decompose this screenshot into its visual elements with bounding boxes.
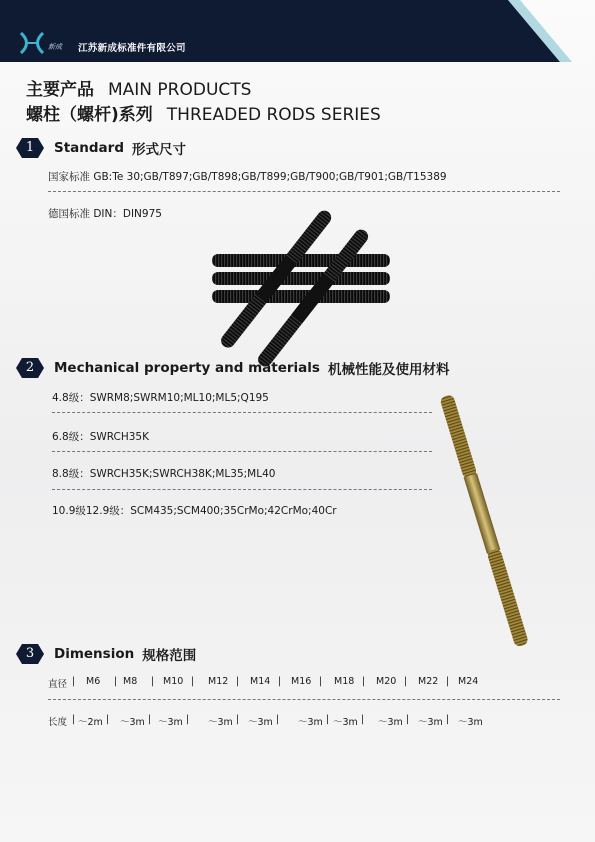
grade-10-9-12-9-line: 10.9级12.9级：SCM435;SCM400;35CrMo;42CrMo;40Cr	[52, 505, 337, 517]
divider	[52, 412, 432, 413]
company-logo	[18, 30, 70, 56]
length-cell: ～3m	[158, 717, 183, 728]
divider	[52, 489, 432, 490]
column-separator: |	[406, 714, 410, 725]
column-separator: |	[362, 676, 366, 687]
diameter-cell: M8	[123, 676, 138, 687]
length-cell: ～3m	[418, 717, 443, 728]
divider	[48, 699, 560, 700]
column-separator: |	[404, 676, 408, 687]
zinc-yellow-threaded-rod-image	[425, 385, 545, 655]
column-separator: |	[148, 714, 152, 725]
title-series-cn: 螺柱（螺杆)系列	[26, 105, 153, 125]
title-main-cn: 主要产品	[26, 80, 94, 100]
column-separator: |	[72, 714, 76, 725]
length-row	[48, 714, 568, 728]
diameter-cell: M18	[334, 676, 355, 687]
length-cell: ～3m	[298, 717, 323, 728]
length-cell: ～3m	[208, 717, 233, 728]
column-separator: |	[236, 714, 240, 725]
section-title-en: Dimension	[54, 646, 135, 662]
grade-6-8-line: 6.8级：SWRCH35K	[52, 431, 149, 443]
divider	[52, 451, 432, 452]
diameter-label: 直径	[48, 679, 68, 690]
section-title-en: Standard	[54, 140, 124, 156]
column-separator: |	[106, 714, 110, 725]
diameter-cell: M6	[86, 676, 101, 687]
column-separator: |	[278, 676, 282, 687]
column-separator: |	[191, 676, 195, 687]
diameter-row	[48, 676, 568, 690]
length-cell: ～2m	[78, 717, 103, 728]
column-separator: |	[72, 676, 76, 687]
length-label: 长度	[48, 717, 68, 728]
column-separator: |	[236, 676, 240, 687]
diameter-cell: M14	[250, 676, 271, 687]
section-title-cn: 规格范围	[142, 648, 197, 664]
diameter-cell: M16	[291, 676, 312, 687]
section-number-badge: 2	[16, 358, 44, 378]
grade-4-8-line: 4.8级：SWRM8;SWRM10;ML10;ML5;Q195	[52, 392, 269, 404]
length-cell: ～3m	[378, 717, 403, 728]
length-cell: ～3m	[458, 717, 483, 728]
column-separator: |	[319, 676, 323, 687]
black-threaded-rods-image	[200, 192, 400, 367]
section-dimension-heading	[16, 644, 196, 664]
section-title-cn: 机械性能及使用材料	[327, 362, 450, 378]
column-separator: |	[186, 714, 190, 725]
column-separator: |	[446, 676, 450, 687]
standard-din-line: 德国标准 DIN：DIN975	[48, 208, 162, 220]
header-banner	[0, 0, 595, 62]
diameter-cell: M24	[458, 676, 479, 687]
logo-text: 新成	[48, 43, 62, 51]
standard-gb-line: 国家标准 GB:Te 30;GB/T897;GB/T898;GB/T899;GB/T900;GB/T901;GB/T15389	[48, 171, 447, 183]
column-separator: |	[151, 676, 155, 687]
column-separator: |	[326, 714, 330, 725]
diameter-cell: M20	[376, 676, 397, 687]
column-separator: |	[361, 714, 365, 725]
column-separator: |	[114, 676, 118, 687]
diameter-cell: M22	[418, 676, 439, 687]
section-title-en: Mechanical property and materials	[54, 360, 320, 376]
length-cell: ～3m	[120, 717, 145, 728]
title-main-en: MAIN PRODUCTS	[108, 80, 252, 100]
section-title-cn: 形式尺寸	[132, 142, 186, 158]
title-series-en: THREADED RODS SERIES	[166, 105, 381, 125]
company-name: 江苏新成标准件有限公司	[78, 43, 186, 54]
column-separator: |	[446, 714, 450, 725]
diameter-cell: M10	[163, 676, 184, 687]
section-number-badge: 1	[16, 138, 44, 158]
section-number-badge: 3	[16, 644, 44, 664]
page-title-main-products	[26, 75, 251, 100]
length-cell: ～3m	[333, 717, 358, 728]
grade-8-8-line: 8.8级：SWRCH35K;SWRCH38K;ML35;ML40	[52, 468, 276, 480]
section-mechanical-heading	[16, 358, 449, 378]
column-separator: |	[276, 714, 280, 725]
section-standard-heading	[16, 138, 186, 158]
page-title-threaded-rods	[26, 100, 381, 125]
diameter-cell: M12	[208, 676, 229, 687]
length-cell: ～3m	[248, 717, 273, 728]
